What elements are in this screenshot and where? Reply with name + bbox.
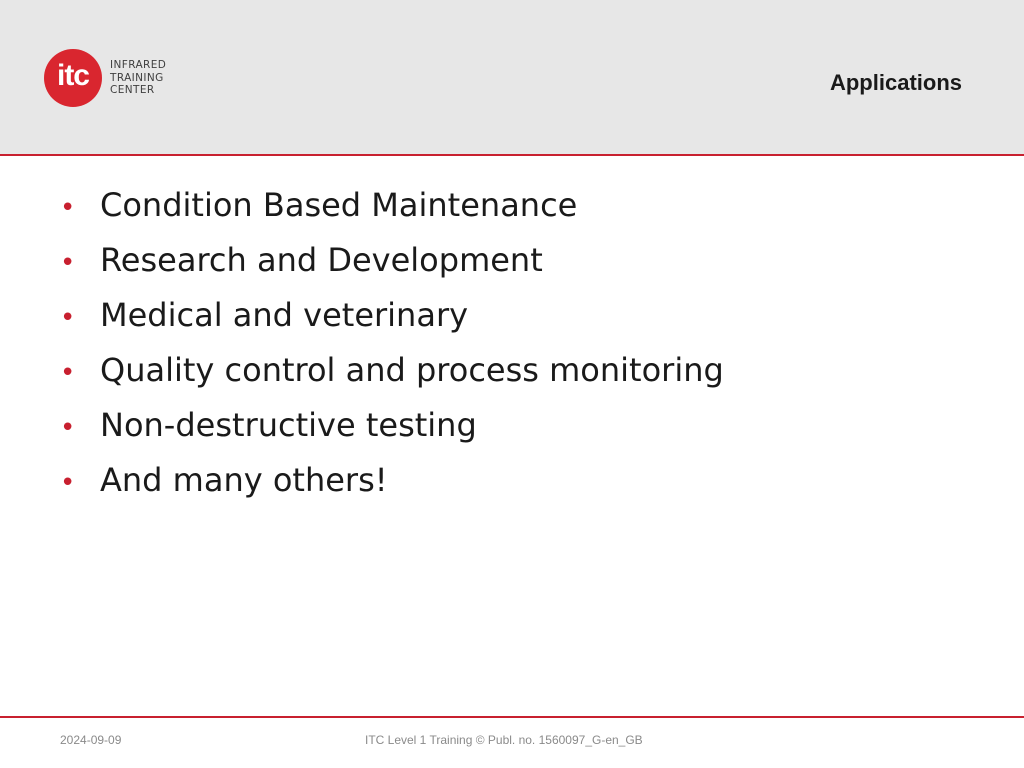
header-band <box>0 0 1024 156</box>
bullet-text: And many others! <box>100 461 388 499</box>
bullet-dot-icon: • <box>60 358 76 388</box>
bullet-dot-icon: • <box>60 303 76 333</box>
bullet-item <box>60 406 724 461</box>
logo-line-1: INFRARED <box>110 59 167 72</box>
footer-date: 2024-09-09 <box>60 733 122 747</box>
bullet-item <box>60 351 724 406</box>
footer-publication: ITC Level 1 Training © Publ. no. 1560097_G-en_GB <box>365 733 643 747</box>
bullet-item <box>60 296 724 351</box>
bullet-item <box>60 461 724 516</box>
bullet-list <box>60 186 724 516</box>
bullet-dot-icon: • <box>60 248 76 278</box>
logo-mark: itc <box>44 49 102 107</box>
bullet-text: Quality control and process monitoring <box>100 351 724 389</box>
slide-title: Applications <box>829 70 962 95</box>
logo-line-2: TRAINING <box>110 71 164 84</box>
bullet-text: Non-destructive testing <box>100 406 477 444</box>
bullet-dot-icon: • <box>60 468 76 498</box>
bullet-text: Condition Based Maintenance <box>100 186 578 224</box>
bullet-dot-icon: • <box>60 413 76 443</box>
logo-wordmark <box>110 59 166 97</box>
bullet-item <box>60 241 724 296</box>
bullet-item <box>60 186 724 241</box>
bullet-text: Medical and veterinary <box>100 296 469 334</box>
bullet-dot-icon: • <box>60 193 76 223</box>
itc-logo <box>44 49 166 107</box>
logo-line-3: CENTER <box>110 84 155 97</box>
bullet-text: Research and Development <box>100 241 543 279</box>
footer-divider <box>0 716 1024 718</box>
